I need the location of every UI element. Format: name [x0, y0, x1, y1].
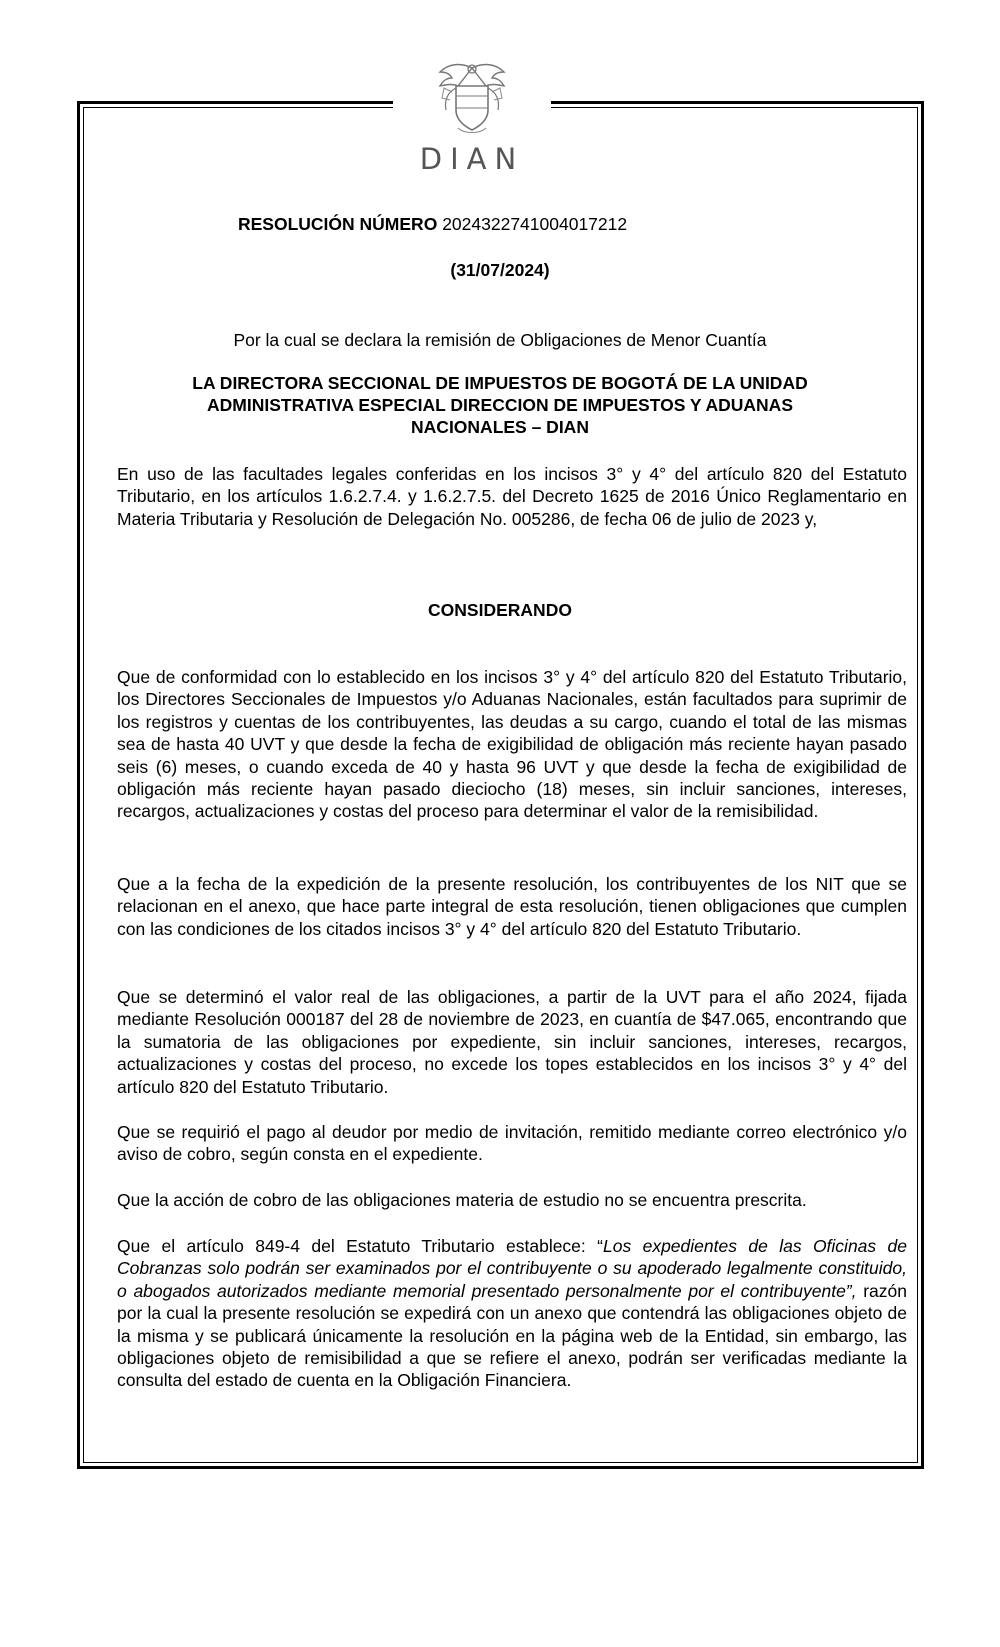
considering-paragraph: [117, 873, 907, 940]
authority-text: En uso de las facultades legales conferidas en los incisos 3° y 4° del artículo 820 del Estatuto Tributario, en los artículos 1.6.2.7.4. y 1.6.2.7.5. del Decreto 1625 de 2016 Único Reglamentario en Materia Tributaria y Resolución de Delegación No. 005286, de fecha 06 de julio de 2023 y,: [117, 464, 907, 529]
paragraph-text: Que se requirió el pago al deudor por medio de invitación, remitido mediante correo electrónico y/o aviso de cobro, según consta en el expediente.: [117, 1122, 907, 1165]
considering-paragraph: [117, 986, 907, 1098]
considering-heading: CONSIDERANDO: [428, 600, 572, 620]
considering-paragraph: [117, 1189, 907, 1211]
resolution-date: (31/07/2024): [450, 260, 550, 280]
resolution-subject: Por la cual se declara la remisión de Obligaciones de Menor Cuantía: [233, 330, 767, 350]
dian-wordmark: DIAN: [419, 142, 525, 176]
resolution-label: RESOLUCIÓN NÚMERO: [238, 214, 438, 234]
paragraph-rest: razón por la cual la presente resolución se expedirá con un anexo que contendrá las obligaciones objeto de la misma y se publicará únicamente la resolución en la página web de la Entidad, sin embargo, las obligaciones objeto de remisibilidad a que se refiere el anexo, podrán ser verificadas mediante la consulta del estado de cuenta en la Obligación Financiera.: [117, 1280, 907, 1391]
resolution-number: 2024322741004017212: [442, 214, 628, 234]
paragraph-intro: Que el artículo 849-4 del Estatuto Tributario establece: “: [117, 1236, 603, 1256]
paragraph-quote: Los expedientes de las Oficinas de Cobranzas solo podrán ser examinados por el contribuyente o su apoderado legalmente constituido, o abogados autorizados mediante memorial presentado personalmente por el contribuyente”,: [117, 1236, 908, 1301]
considering-paragraph-last: [117, 1235, 907, 1392]
paragraph-text: Que se determinó el valor real de las obligaciones, a partir de la UVT para el año 2024, fijada mediante Resolución 000187 del 28 de noviembre de 2023, en cuantía de $47.065, encontrando que la sumatoria de las obligaciones por expediente, sin incluir sanciones, intereses, recargos, actualizaciones y costas del proceso, no excede los topes establecidos en los incisos 3° y 4° del artículo 820 del Estatuto Tributario.: [117, 987, 907, 1097]
coat-of-arms-icon: [400, 58, 544, 142]
paragraph-text: Que de conformidad con lo establecido en los incisos 3° y 4° del artículo 820 del Estatuto Tributario, los Directores Seccionales de Impuestos y/o Aduanas Nacionales, están facultados para suprimir de los registros y cuentas de los contribuyentes, las deudas a su cargo, cuando el total de las mismas sea de hasta 40 UVT y que desde la fecha de exigibilidad de obligación más reciente hayan pasado seis (6) meses, o cuando exceda de 40 y hasta 96 UVT y que desde la fecha de exigibilidad de obligación más reciente hayan pasado dieciocho (18) meses, sin incluir sanciones, intereses, recargos, actualizaciones y costas del proceso para determinar el valor de la remisibilidad.: [117, 667, 907, 822]
authority-paragraph: [117, 463, 907, 530]
paragraph-text: [117, 1235, 907, 1392]
director-title: LA DIRECTORA SECCIONAL DE IMPUESTOS DE BOGOTÁ DE LA UNIDAD ADMINISTRATIVA ESPECIAL DIRECCION DE IMPUESTOS Y ADUANAS NACIONALES – DIAN: [192, 373, 808, 437]
considering-paragraph: [117, 666, 907, 823]
dian-logo: [400, 58, 544, 178]
resolution-line: [238, 213, 627, 235]
considering-paragraph: [117, 1121, 907, 1166]
paragraph-text: Que a la fecha de la expedición de la presente resolución, los contribuyentes de los NIT que se relacionan en el anexo, que hace parte integral de esta resolución, tienen obligaciones que cumplen con las condiciones de los citados incisos 3° y 4° del artículo 820 del Estatuto Tributario.: [117, 874, 907, 939]
paragraph-text: Que la acción de cobro de las obligaciones materia de estudio no se encuentra prescrita.: [117, 1190, 807, 1210]
